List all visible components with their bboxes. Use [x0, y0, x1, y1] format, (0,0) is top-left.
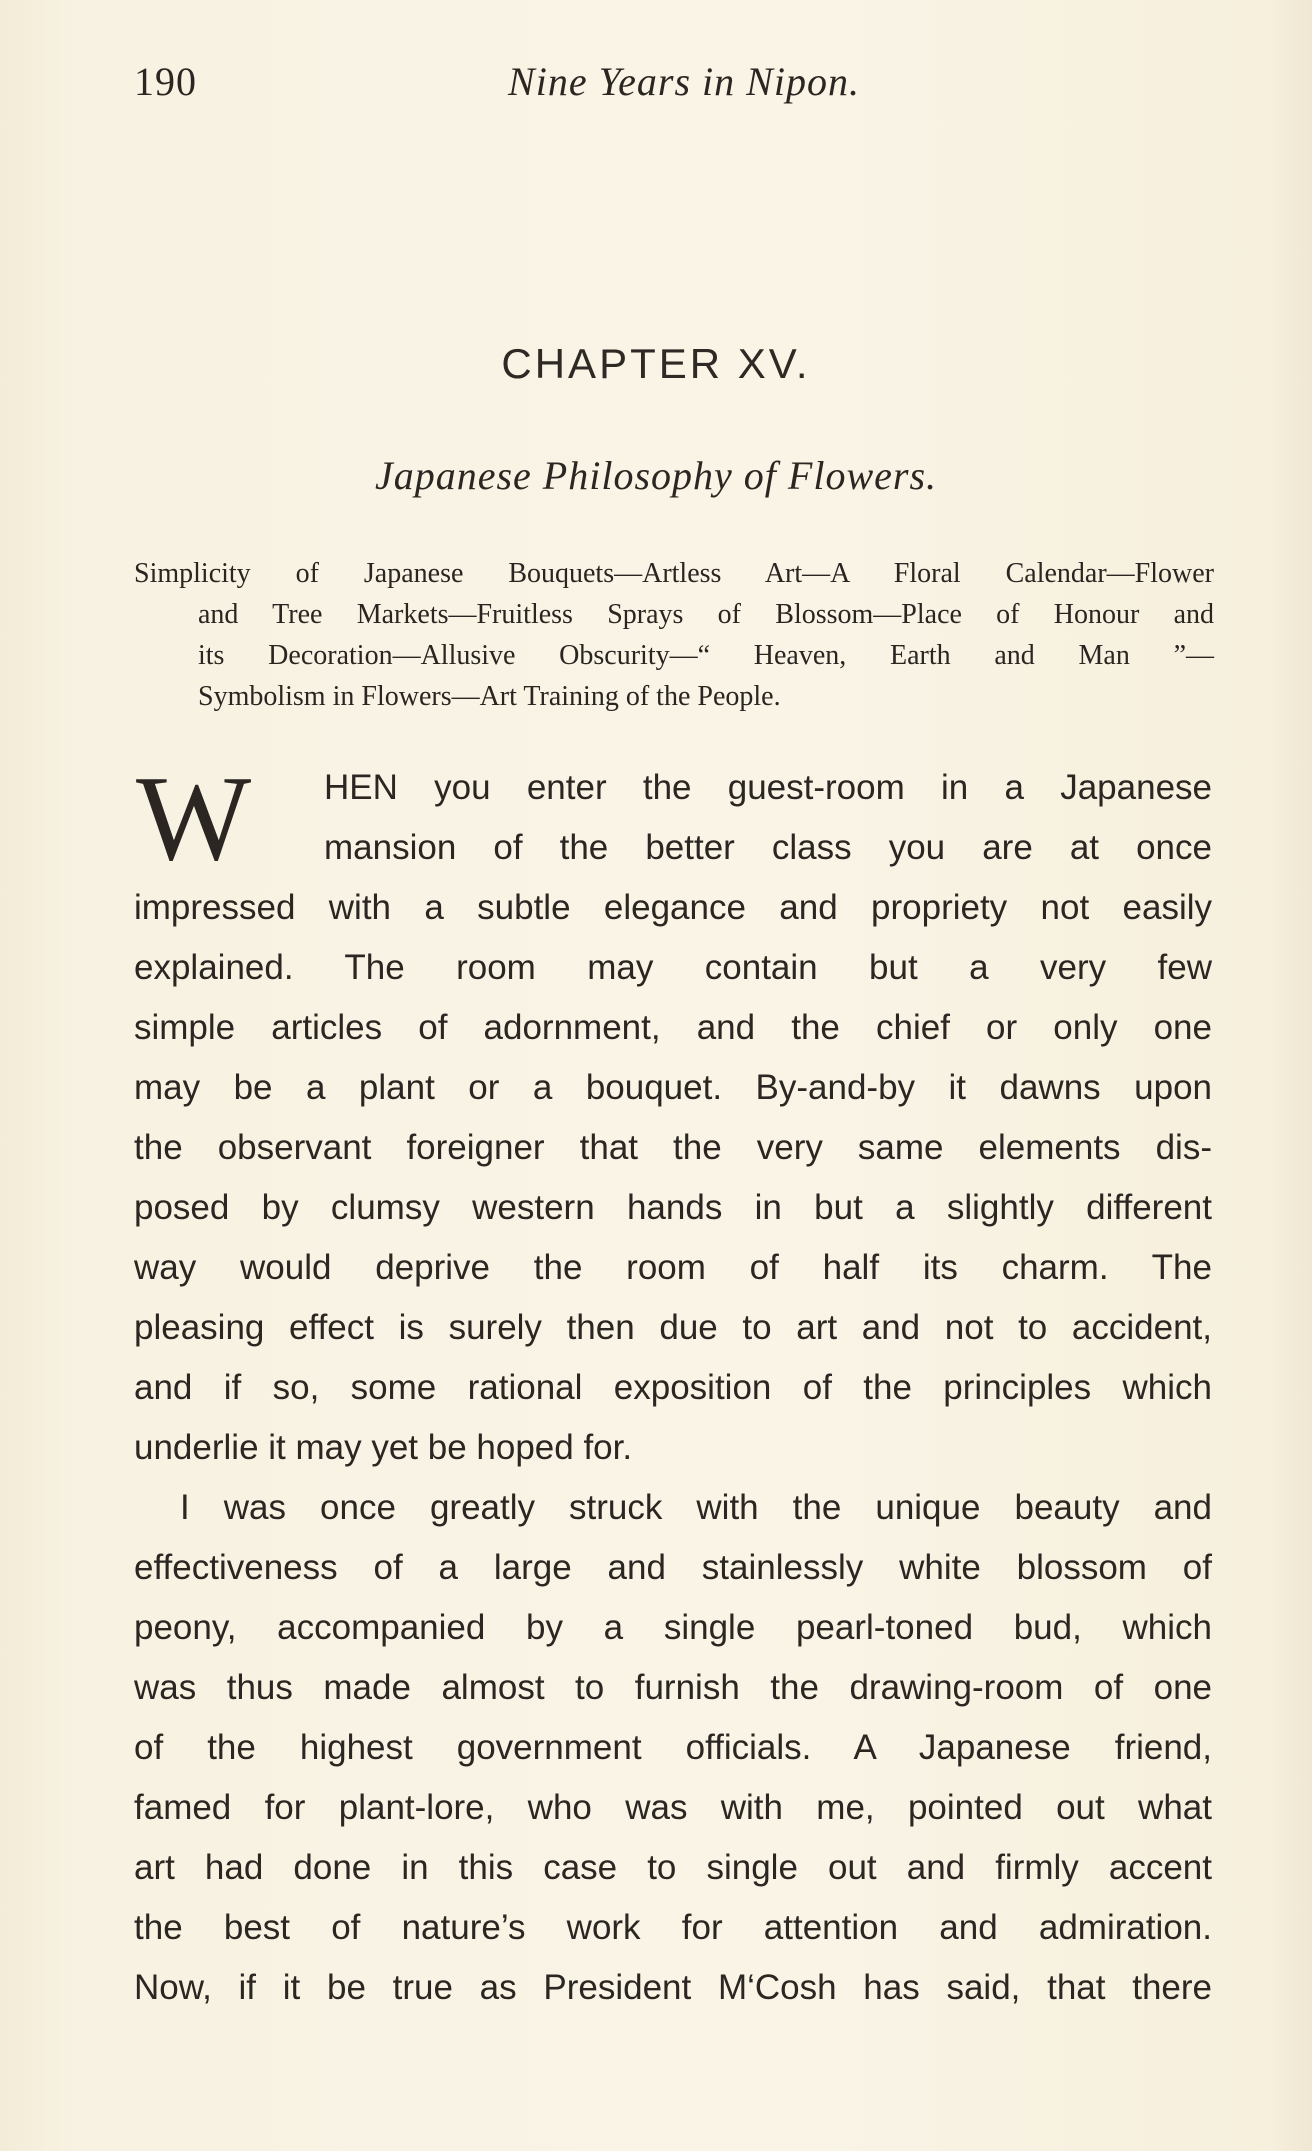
- running-head: [134, 58, 1214, 108]
- body-line: pleasing effect is surely then due to art and not to accident,: [134, 1308, 1212, 1347]
- body-line: simple articles of adornment, and the chief or only one: [134, 1008, 1212, 1047]
- body-line: effectiveness of a large and stainlessly white blossom of: [134, 1548, 1212, 1587]
- body-line: the best of nature’s work for attention and admiration.: [134, 1908, 1212, 1947]
- body-line: HEN you enter the guest-room in a Japanese: [324, 768, 1212, 807]
- body-line: and if so, some rational exposition of the principles which: [134, 1368, 1212, 1407]
- running-title: Nine Years in Nipon.: [508, 59, 860, 104]
- body-line: of the highest government officials. A Japanese friend,: [134, 1728, 1212, 1767]
- synopsis-line: and Tree Markets—Fruitless Sprays of Blossom—Place of Honour and: [198, 599, 1214, 630]
- page-edge-shading: [1272, 0, 1312, 2151]
- synopsis-line: Simplicity of Japanese Bouquets—Artless Art—A Floral Calendar—Flower: [134, 558, 1214, 589]
- synopsis-line: its Decoration—Allusive Obscurity—“ Heaven, Earth and Man ”—: [198, 640, 1214, 671]
- body-line: peony, accompanied by a single pearl-toned bud, which: [134, 1608, 1212, 1647]
- body-text: [134, 751, 1212, 2018]
- chapter-number: CHAPTER XV.: [501, 340, 811, 387]
- body-line: may be a plant or a bouquet. By-and-by it dawns upon: [134, 1068, 1212, 1107]
- body-line: I was once greatly struck with the unique beauty and: [180, 1488, 1212, 1527]
- chapter-synopsis: [134, 553, 1214, 717]
- body-line: art had done in this case to single out and firmly accent: [134, 1848, 1212, 1887]
- body-line: posed by clumsy western hands in but a slightly different: [134, 1188, 1212, 1227]
- synopsis-line: Symbolism in Flowers—Art Training of the People.: [198, 681, 781, 712]
- page-number: 190: [134, 59, 197, 104]
- body-line: mansion of the better class you are at once: [324, 828, 1212, 867]
- body-line: the observant foreigner that the very same elements dis-: [134, 1128, 1212, 1167]
- drop-cap: W: [136, 751, 252, 886]
- body-line: famed for plant-lore, who was with me, pointed out what: [134, 1788, 1212, 1827]
- body-line: impressed with a subtle elegance and propriety not easily: [134, 888, 1212, 927]
- body-line: Now, if it be true as President M‘Cosh has said, that there: [134, 1968, 1212, 2007]
- body-line: explained. The room may contain but a very few: [134, 948, 1212, 987]
- body-line: underlie it may yet be hoped for.: [134, 1428, 633, 1467]
- chapter-title: Japanese Philosophy of Flowers.: [374, 453, 938, 498]
- body-line: was thus made almost to furnish the drawing-room of one: [134, 1668, 1212, 1707]
- body-line: way would deprive the room of half its charm. The: [134, 1248, 1212, 1287]
